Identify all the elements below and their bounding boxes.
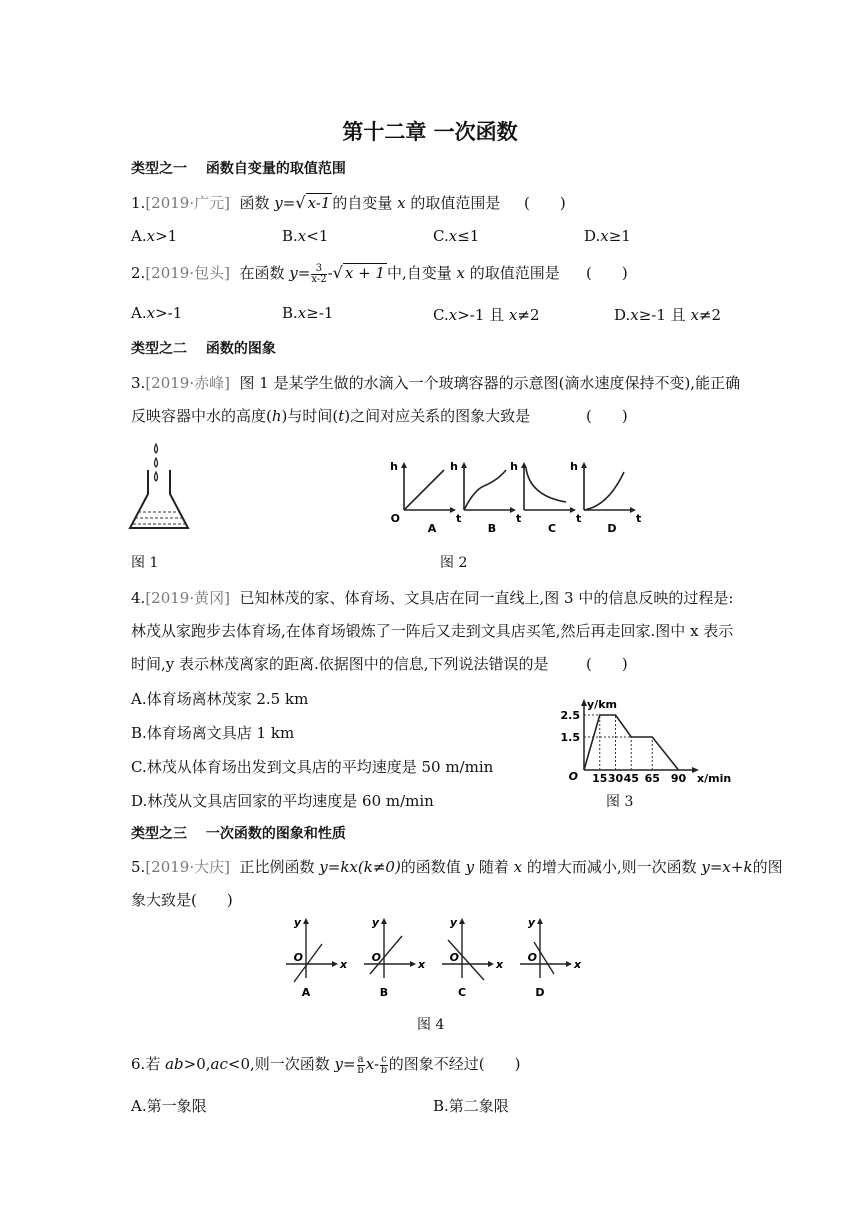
line-graph-c — [442, 916, 504, 999]
section-heading-1: 类型之一 函数自变量的取值范围 — [131, 161, 346, 177]
arrow-right-icon — [566, 961, 572, 967]
graph-letter: B — [379, 986, 389, 999]
water-drop-icon — [155, 444, 158, 481]
y-label: y — [371, 916, 379, 929]
y-tick-label: 1.5 — [560, 731, 580, 744]
origin-label: O — [568, 770, 578, 783]
y-tick-label: 2.5 — [560, 709, 580, 722]
figure-4-graphs — [280, 912, 580, 1004]
x-label: x — [340, 958, 348, 971]
figure-1-caption: 图 1 — [131, 555, 159, 571]
origin-label: O — [371, 951, 381, 964]
t-label: t — [576, 512, 582, 525]
origin-label: O — [449, 951, 459, 964]
q2-option-b: B.x≥-1 — [282, 304, 334, 322]
line-graph-b — [364, 916, 426, 999]
question-4-line-1: 4.[2019·黄冈] 已知林茂的家、体育场、文具店在同一直线上,图 3 中的信息反映的过程是: — [131, 589, 734, 607]
q1-option-a: A.x>1 — [131, 227, 178, 245]
q4-option-b: B.体育场离文具店 1 km — [131, 724, 295, 742]
x-label: x — [574, 958, 582, 971]
arrow-up-icon — [459, 918, 465, 924]
arrow-up-icon — [461, 462, 467, 468]
origin-label: O — [293, 951, 303, 964]
t-label: t — [516, 512, 522, 525]
flask-figure — [126, 440, 196, 535]
line-graph-a — [286, 916, 348, 999]
x-axis-label: x/min — [697, 772, 732, 785]
arrow-up-icon — [537, 918, 543, 924]
graph-letter: C — [547, 522, 557, 535]
q6-option-a: A.第一象限 — [131, 1097, 207, 1115]
question-2: 2.[2019·包头] 在函数 y= $\frac{3}{x-2}$ -√ x + 1 中,自变量 x 的取值范围是 — [131, 262, 560, 285]
arrow-right-icon — [332, 961, 338, 967]
question-6: 6.若 ab>0,ac<0,则一次函数 y= $\frac{a}{b}$ x- $\frac{c}{b}$ 的图象不经过( ) — [131, 1053, 521, 1076]
x-tick-label: 90 — [670, 772, 687, 785]
origin-label: O — [527, 951, 537, 964]
figure-2-caption: 图 2 — [440, 555, 468, 571]
y-label: y — [293, 916, 301, 929]
q4-option-c: C.林茂从体育场出发到文具店的平均速度是 50 m/min — [131, 758, 494, 776]
x-label: x — [496, 958, 504, 971]
y-label: y — [527, 916, 535, 929]
graph-letter: C — [457, 986, 467, 999]
q1-option-b: B.x<1 — [282, 227, 329, 245]
y-label: y — [449, 916, 457, 929]
y-axis-label: y/km — [587, 698, 617, 711]
question-4-line-2: 林茂从家跑步去体育场,在体育场锻炼了一阵后又走到文具店买笔,然后再走回家.图中 x 表示 — [131, 622, 734, 640]
x-tick-label: 65 — [644, 772, 660, 785]
q2-answer-paren: ( ) — [586, 264, 628, 282]
section-heading-3: 类型之三 一次函数的图象和性质 — [131, 826, 346, 842]
arrow-right-icon — [410, 961, 416, 967]
arrow-right-icon — [488, 961, 494, 967]
q1-option-d: D.x≥1 — [584, 227, 631, 245]
q4-answer-paren: ( ) — [586, 655, 628, 673]
q2-option-d: D.x≥-1 且 x≠2 — [614, 306, 722, 324]
q1-option-c: C.x≤1 — [433, 227, 480, 245]
arrow-up-icon — [581, 462, 587, 468]
q2-fraction: $\frac{3}{x-2}$ — [311, 262, 327, 285]
line-graph-d — [520, 916, 582, 999]
question-5-line-1: 5.[2019·大庆] 正比例函数 y=kx(k≠0)的函数值 y 随着 x 的增大而减小,则一次函数 y=x+k的图 — [131, 858, 783, 876]
curve — [404, 470, 444, 510]
arrow-up-icon — [521, 462, 527, 468]
h-label: h — [450, 460, 458, 473]
section-heading-2: 类型之二 函数的图象 — [131, 341, 276, 357]
q4-option-a: A.体育场离林茂家 2.5 km — [131, 690, 309, 708]
figure-2-graphs — [392, 458, 647, 538]
question-3-line-1: 3.[2019·赤峰] 图 1 是某学生做的水滴入一个玻璃容器的示意图(滴水速度保持不变),能正确 — [131, 374, 741, 392]
x-tick-label: 45 — [623, 772, 639, 785]
h-label: h — [390, 460, 398, 473]
curve — [526, 468, 566, 502]
x-tick-label: 30 — [607, 772, 624, 785]
question-1: 1.[2019·广元] 函数 y=√ x-1 的自变量 x 的取值范围是 — [131, 193, 501, 212]
ht-graph-group — [390, 460, 641, 535]
arrow-up-icon — [401, 462, 407, 468]
x-label: x — [418, 958, 426, 971]
figure-4-caption: 图 4 — [417, 1017, 445, 1033]
q2-option-a: A.x>-1 — [131, 304, 183, 322]
graph-letter: A — [427, 522, 437, 535]
q6-option-b: B.第二象限 — [433, 1097, 509, 1115]
figure-3-chart — [556, 694, 732, 785]
page-title: 第十二章 一次函数 — [342, 120, 518, 144]
graph-letter: D — [535, 986, 545, 999]
question-4-line-3: 时间,y 表示林茂离家的距离.依据图中的信息,下列说法错误的是 — [131, 655, 549, 673]
question-5-line-2: 象大致是( ) — [131, 891, 233, 909]
graph-line — [534, 942, 554, 974]
h-label: h — [510, 460, 518, 473]
question-3-line-2: 反映容器中水的高度(h)与时间(t)之间对应关系的图象大致是 — [131, 407, 531, 425]
curve — [464, 470, 506, 510]
arrow-up-icon — [303, 918, 309, 924]
h-label: h — [570, 460, 578, 473]
curve — [584, 472, 624, 510]
t-label: t — [636, 512, 642, 525]
graph-letter: D — [607, 522, 617, 535]
t-label: t — [456, 512, 462, 525]
x-tick-label: 15 — [592, 772, 608, 785]
arrow-up-icon — [381, 918, 387, 924]
graph-letter: A — [301, 986, 311, 999]
q3-answer-paren: ( ) — [586, 407, 628, 425]
origin-label: O — [390, 512, 400, 525]
graph-letter: B — [487, 522, 497, 535]
q4-option-d: D.林茂从文具店回家的平均速度是 60 m/min — [131, 792, 434, 810]
figure-3-caption: 图 3 — [606, 794, 634, 810]
q2-option-c: C.x>-1 且 x≠2 — [433, 306, 540, 324]
q1-answer-paren: ( ) — [524, 194, 566, 212]
